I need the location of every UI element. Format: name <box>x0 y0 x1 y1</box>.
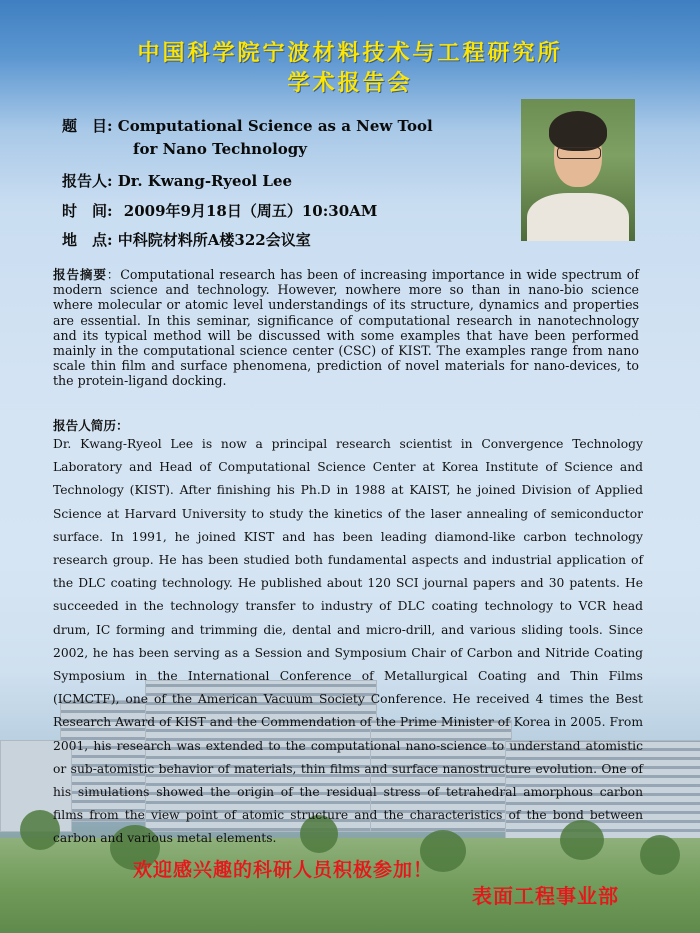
speaker-row <box>62 170 292 191</box>
abstract-heading: 报告摘要 <box>53 267 107 282</box>
institute-title: 中国科学院宁波材料技术与工程研究所 <box>137 41 563 66</box>
department-name: 表面工程事业部 <box>472 884 619 908</box>
topic-line-1: Computational Science as a New Tool <box>117 117 433 135</box>
bio-heading: 报告人简历： <box>53 418 129 433</box>
bio-text: Dr. Kwang-Ryeol Lee is now a principal research scientist in Convergence Technology Laboratory and Head of Computational Science Center at Korea Institute of Science and Technology (KIST). After finishing his Ph.D in 1988 at KAIST, he joined Division of Applied Science at Harvard University to study the kinetics of the laser annealing of semiconductor surface. In 1991, he joined KIST and has been leading diamond-like carbon technology research group. He has been studied both fundamental aspects and industrial application of the DLC coating technology. He published about 120 SCI journal papers and 30 patents. He succeeded in the technology transfer to industry of DLC coating technology to VCR head drum, IC forming and trimming die, dental and micro-drill, and various sliding tools. Since 2002, he has been serving as a Session and Symposium Chair of Carbon and Nitride Coating Symposium in the International Conference of Metallurgical Coating and Thin Films (ICMCTF), one of the American Vacuum Society Conference. He received 4 times the Best Research Award of KIST and the Commendation of the Prime Minister of Korea in 2005. From 2001, his research was extended to the computational nano-science to understand atomistic or sub-atomistic behavior of materials, thin films and surface nanostructure evolution. One of his simulations showed the origin of the residual stress of tetrahedral amorphous carbon films from the view point of atomic structure and the characteristics of the bond between carbon and various metal elements. <box>53 437 643 846</box>
speaker-name: Dr. Kwang-Ryeol Lee <box>117 172 293 190</box>
abstract-text: ：Computational research has been of increasing importance in wide spectrum of modern science and technology. However, nowhere more so than in nano-bio science where molecular or atomic level understandings of its structure, dynamics and properties are essential. In this seminar, significance of computational research in nanotechnology and its typical method will be discussed with some examples that have been performed mainly in the computational science center (CSC) of KIST. The examples range from nano scale thin film and surface phenomena, prediction of novel materials for nano-devices, to the protein-ligand docking. <box>53 267 639 389</box>
topic-label: 题 目: <box>62 117 113 135</box>
abstract-paragraph <box>53 267 639 389</box>
topic-row <box>62 115 433 136</box>
topic-line-2: for Nano Technology <box>133 140 307 158</box>
welcome-text: 欢迎感兴趣的科研人员积极参加！ <box>133 859 434 881</box>
time-value: 2009年9月18日（周五）10:30AM <box>123 202 378 220</box>
speaker-photo <box>521 99 635 241</box>
place-value: 中科院材料所A楼322会议室 <box>117 231 311 249</box>
place-row <box>62 229 311 250</box>
place-label: 地 点: <box>62 231 113 249</box>
event-title: 学术报告会 <box>287 71 413 96</box>
speaker-label: 报告人: <box>62 172 113 190</box>
time-label: 时 间: <box>62 202 113 220</box>
time-row <box>62 200 377 221</box>
